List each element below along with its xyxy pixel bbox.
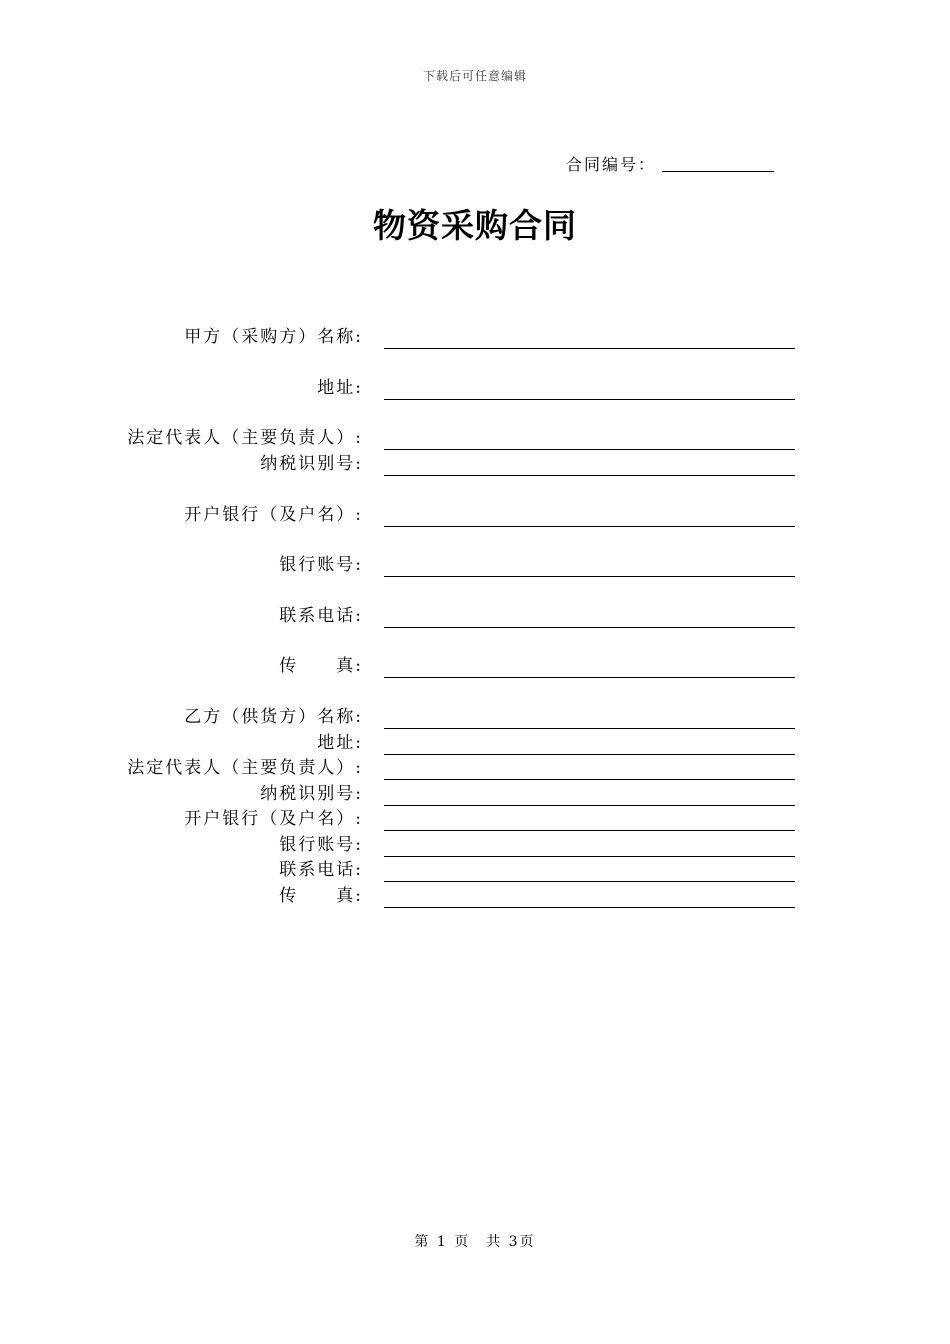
party-a-tax-id-field bbox=[100, 452, 800, 476]
party-a-phone-field bbox=[100, 604, 800, 628]
party-b-address-label: 地址: bbox=[317, 733, 363, 753]
party-a-account-label: 银行账号: bbox=[279, 555, 363, 575]
party-b-name-label: 乙方（供货方）名称: bbox=[184, 707, 363, 727]
party-a-bank-field bbox=[100, 503, 800, 527]
party-a-fax-field bbox=[100, 654, 800, 678]
party-a-account-blank[interactable] bbox=[384, 576, 795, 577]
party-a-phone-label: 联系电话: bbox=[279, 606, 363, 626]
party-b-account-blank[interactable] bbox=[384, 856, 795, 857]
party-b-account-label: 银行账号: bbox=[279, 835, 363, 855]
party-b-bank-field bbox=[100, 807, 800, 831]
party-a-fax-label: 传 真: bbox=[279, 656, 363, 676]
party-b-phone-field bbox=[100, 858, 800, 882]
party-b-legal-rep-label: 法定代表人（主要负责人）: bbox=[127, 758, 363, 778]
party-b-fax-field bbox=[100, 884, 800, 908]
page-title: 物资采购合同 bbox=[373, 206, 577, 245]
party-a-account-field bbox=[100, 553, 800, 577]
party-a-phone-blank[interactable] bbox=[384, 627, 795, 628]
party-a-address-blank[interactable] bbox=[384, 399, 795, 400]
header-note: 下载后可任意编辑 bbox=[422, 69, 527, 83]
party-b-tax-id-label: 纳税识别号: bbox=[260, 784, 363, 804]
party-b-account-field bbox=[100, 833, 800, 857]
party-a-name-blank[interactable] bbox=[384, 348, 795, 349]
party-a-tax-id-blank[interactable] bbox=[384, 475, 795, 476]
party-b-address-field bbox=[100, 731, 800, 755]
party-b-phone-label: 联系电话: bbox=[279, 860, 363, 880]
party-a-fax-blank[interactable] bbox=[384, 677, 795, 678]
party-b-bank-blank[interactable] bbox=[384, 830, 795, 831]
party-a-bank-label: 开户银行（及户名）: bbox=[184, 505, 363, 525]
party-b-fax-label: 传 真: bbox=[279, 886, 363, 906]
party-b-bank-label: 开户银行（及户名）: bbox=[184, 809, 363, 829]
party-b-fax-blank[interactable] bbox=[384, 907, 795, 908]
page-footer: 第 1 页 共 3页 bbox=[414, 1234, 536, 1250]
party-a-bank-blank[interactable] bbox=[384, 526, 795, 527]
party-a-address-label: 地址: bbox=[317, 378, 363, 398]
party-b-name-field bbox=[100, 705, 800, 729]
party-a-name-field bbox=[100, 325, 800, 349]
party-b-legal-rep-blank[interactable] bbox=[384, 779, 795, 780]
party-b-name-blank[interactable] bbox=[384, 728, 795, 729]
party-a-legal-rep-field bbox=[100, 426, 800, 450]
party-b-phone-blank[interactable] bbox=[384, 881, 795, 882]
party-a-legal-rep-label: 法定代表人（主要负责人）: bbox=[127, 428, 363, 448]
party-b-tax-id-field bbox=[100, 782, 800, 806]
party-b-legal-rep-field bbox=[100, 756, 800, 780]
party-a-tax-id-label: 纳税识别号: bbox=[260, 454, 363, 474]
party-a-name-label: 甲方（采购方）名称: bbox=[184, 327, 363, 347]
party-b-tax-id-blank[interactable] bbox=[384, 805, 795, 806]
contract-number-blank[interactable] bbox=[662, 171, 774, 172]
contract-number-label: 合同编号： bbox=[566, 155, 657, 174]
party-a-legal-rep-blank[interactable] bbox=[384, 449, 795, 450]
party-b-address-blank[interactable] bbox=[384, 754, 795, 755]
party-a-address-field bbox=[100, 376, 800, 400]
